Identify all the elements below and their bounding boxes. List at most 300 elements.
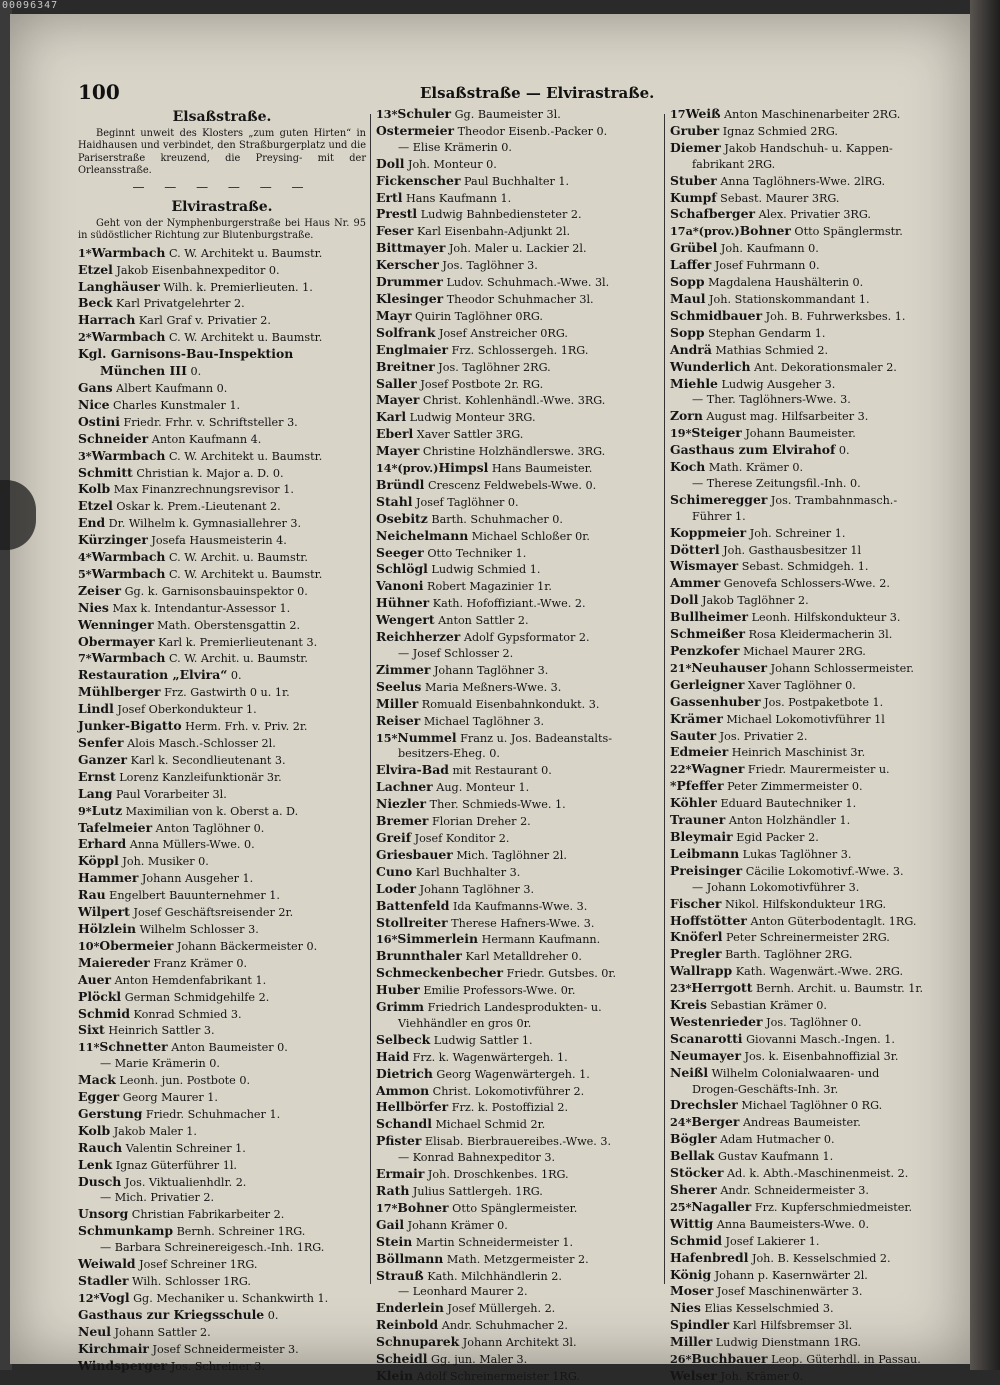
directory-entry xyxy=(376,477,664,494)
entry-list-col3 xyxy=(670,106,968,1385)
directory-entry xyxy=(78,617,366,634)
resident-details: Friedr. Maurermeister u. xyxy=(744,763,890,777)
resident-details: Max k. Intendantur-Assessor 1. xyxy=(108,601,291,615)
resident-details: Johann Taglöhner 3. xyxy=(430,663,549,677)
directory-entry xyxy=(376,1183,664,1200)
resident-name: Köppl xyxy=(78,853,119,869)
resident-details: 0. xyxy=(227,669,242,683)
directory-entry xyxy=(376,965,664,982)
resident-name: Gasthaus zur Kriegsschule xyxy=(78,1306,265,1322)
resident-details: Joh. Gasthausbesitzer 1l xyxy=(719,543,862,557)
resident-details: Georg Wagenwärtergeh. 1. xyxy=(432,1067,590,1081)
resident-name: Brunnthaler xyxy=(376,948,462,964)
resident-details: Gustav Kaufmann 1. xyxy=(714,1150,834,1164)
directory-entry xyxy=(78,1223,366,1240)
resident-name: Dötterl xyxy=(670,541,720,557)
directory-entry xyxy=(670,846,968,863)
resident-name: Doll xyxy=(376,155,405,171)
house-number: 12* xyxy=(78,1290,100,1305)
directory-entry xyxy=(376,223,664,240)
resident-details: Friedr. Gutsbes. 0r. xyxy=(503,967,617,981)
directory-entry xyxy=(78,1206,366,1223)
house-number: 13* xyxy=(376,107,398,121)
scan-id: 00096347 xyxy=(2,0,59,11)
resident-details: Hermann Kaufmann. xyxy=(478,933,601,947)
resident-details: Anna Taglöhners-Wwe. 2lRG. xyxy=(716,174,886,188)
resident-details: Josef Anstreicher 0RG. xyxy=(435,326,568,340)
resident-name: Grübel xyxy=(670,240,718,256)
resident-details: Romuald Eisenbahnkondukt. 3. xyxy=(418,697,600,711)
resident-name: Schmid xyxy=(670,1232,722,1248)
directory-entry xyxy=(376,612,664,629)
directory-entry xyxy=(78,532,366,549)
resident-name: Gans xyxy=(78,379,113,395)
resident-name: Cuno xyxy=(376,863,413,879)
resident-name: Kürzinger xyxy=(78,532,148,548)
directory-entry xyxy=(78,1307,366,1324)
resident-name: Wenninger xyxy=(78,616,154,632)
resident-name: Vogl xyxy=(99,1289,130,1305)
resident-name: Maiereder xyxy=(78,954,150,970)
directory-entry xyxy=(376,813,664,830)
resident-name: Mayer xyxy=(376,392,420,408)
house-number: 21* xyxy=(670,660,692,675)
directory-entry xyxy=(78,397,366,414)
directory-entry xyxy=(376,1016,664,1032)
resident-details: Math. Krämer 0. xyxy=(705,461,804,475)
resident-name: Köhler xyxy=(670,795,717,811)
directory-entry xyxy=(78,1056,366,1072)
resident-name: Englmaier xyxy=(376,341,449,357)
resident-details: Joh. Stationskommandant 1. xyxy=(705,292,870,306)
resident-name: Wilpert xyxy=(78,904,130,920)
resident-details: Josef Schneidermeister 3. xyxy=(148,1342,299,1356)
column-rule xyxy=(664,114,665,1284)
resident-details: Jakob Maler 1. xyxy=(110,1124,197,1138)
directory-entry xyxy=(376,274,664,291)
directory-entry xyxy=(670,1131,968,1148)
house-number: 23* xyxy=(670,981,692,996)
directory-entry xyxy=(376,511,664,528)
directory-entry xyxy=(78,904,366,921)
resident-name: Koch xyxy=(670,459,706,475)
resident-details: Johann Ausgeher 1. xyxy=(138,872,254,886)
resident-details: Herm. Frh. v. Priv. 2r. xyxy=(181,720,308,734)
directory-entry xyxy=(78,448,366,465)
resident-details: Ther. Schmieds-Wwe. 1. xyxy=(426,798,566,812)
directory-entry xyxy=(78,701,366,718)
resident-name: Schnuparek xyxy=(376,1334,460,1350)
resident-name: Nies xyxy=(670,1300,701,1316)
directory-entry xyxy=(78,870,366,887)
column-1 xyxy=(78,106,366,1373)
resident-name: Solfrank xyxy=(376,324,436,340)
resident-details: Stephan Gendarm 1. xyxy=(704,326,826,340)
directory-entry xyxy=(376,796,664,813)
resident-details: Ludov. Schuhmach.-Wwe. 3l. xyxy=(442,276,610,290)
directory-entry xyxy=(78,718,366,735)
resident-details: Paul Vorarbeiter 3l. xyxy=(112,787,227,801)
directory-entry xyxy=(376,359,664,376)
directory-entry xyxy=(78,346,366,363)
resident-details: Christian k. Major a. D. 0. xyxy=(132,466,284,480)
house-number: 7* xyxy=(78,651,92,666)
resident-name: Fischer xyxy=(670,895,722,911)
directory-entry xyxy=(670,1199,968,1216)
resident-details: Michael Maurer 2RG. xyxy=(739,645,866,658)
directory-entry xyxy=(376,779,664,796)
directory-entry xyxy=(376,1284,664,1300)
resident-details: Gg. jun. Maler 3. xyxy=(427,1353,528,1367)
directory-entry xyxy=(670,325,968,342)
directory-entry xyxy=(670,1082,968,1098)
resident-details: Josefa Hausmeisterin 4. xyxy=(147,534,287,548)
directory-entry xyxy=(670,1283,968,1300)
directory-entry xyxy=(376,1251,664,1268)
resident-details: Georg Maurer 1. xyxy=(119,1091,218,1105)
resident-name: Warmbach xyxy=(91,565,166,581)
resident-name: Gassenhuber xyxy=(670,693,761,709)
resident-details: August mag. Hilfsarbeiter 3. xyxy=(702,410,869,424)
resident-details: Ant. Dekorationsmaler 2. xyxy=(750,360,897,374)
directory-entry xyxy=(670,575,968,592)
resident-name: Schnetter xyxy=(99,1039,168,1055)
house-number: 19* xyxy=(670,426,692,441)
resident-name: Wittig xyxy=(670,1215,714,1231)
resident-name: Restauration „Elvira“ xyxy=(78,667,228,683)
resident-name: Haid xyxy=(376,1048,410,1064)
directory-entry xyxy=(670,896,968,913)
resident-details: Karl Metalldreher 0. xyxy=(461,950,582,964)
resident-details: Johann Architekt 3l. xyxy=(459,1336,577,1350)
house-number: 2* xyxy=(78,330,92,345)
resident-name: Senfer xyxy=(78,735,124,750)
directory-entry xyxy=(78,634,366,651)
directory-entry xyxy=(376,713,664,730)
directory-entry xyxy=(78,363,366,380)
street-description-elsass: Beginnt unweit des Klosters „zum guten Hirten“ in Haidhausen und verbindet, den Straßburgerplatz und die Pariserstraße kreuzend, die Preysing- mit der Orleansstraße. xyxy=(78,127,366,177)
resident-name: Stahl xyxy=(376,493,413,509)
resident-name: Nice xyxy=(78,396,110,412)
resident-name: Scanarotti xyxy=(670,1030,743,1046)
resident-name: Reiser xyxy=(376,712,421,728)
directory-entry xyxy=(670,1250,968,1267)
resident-details: Joh. Musiker 0. xyxy=(118,855,209,869)
house-number: 10* xyxy=(78,938,100,953)
resident-details: Michael Schloßer 0r. xyxy=(468,529,590,543)
resident-name: Welser xyxy=(670,1367,717,1383)
directory-entry xyxy=(670,1165,968,1182)
resident-name: Osebitz xyxy=(376,510,428,526)
resident-name: Zimmer xyxy=(376,661,431,677)
resident-name: Maul xyxy=(670,290,706,306)
resident-name: Eberl xyxy=(376,426,414,442)
directory-entry xyxy=(78,836,366,853)
resident-name: Ertl xyxy=(376,189,403,205)
resident-name: Bittmayer xyxy=(376,240,446,256)
resident-details: — Ther. Taglöhners-Wwe. 3. xyxy=(692,393,851,407)
directory-entry xyxy=(376,190,664,207)
resident-details: 0. xyxy=(264,1308,279,1322)
directory-entry xyxy=(670,206,968,223)
resident-details: Joh. B. Kesselschmied 2. xyxy=(748,1251,891,1265)
resident-details: Christine Holzhändlerswe. 3RG. xyxy=(419,445,606,459)
directory-entry xyxy=(78,820,366,837)
resident-details: Josef Konditor 2. xyxy=(411,831,510,845)
resident-details: Josef Maschinenwärter 3. xyxy=(713,1285,863,1299)
directory-entry xyxy=(376,1116,664,1133)
directory-entry xyxy=(376,1066,664,1083)
directory-entry xyxy=(670,173,968,190)
resident-name: Stöcker xyxy=(670,1165,724,1181)
resident-details: Jos. Postpaketbote 1. xyxy=(760,695,884,709)
resident-details: Josef Schreiner 1RG. xyxy=(135,1258,258,1272)
resident-details: Leop. Güterhdl. in Passau. xyxy=(767,1353,921,1367)
resident-name: Rath xyxy=(376,1183,410,1198)
resident-details: Michael Schmid 2r. xyxy=(431,1118,546,1132)
resident-details: Sebast. Schmidgeh. 1. xyxy=(738,560,869,574)
resident-details: Kath. Hofoffiziant.-Wwe. 2. xyxy=(429,597,586,611)
resident-name: Schneider xyxy=(78,430,149,446)
resident-details: Albert Kaufmann 0. xyxy=(112,381,228,395)
directory-entry xyxy=(670,376,968,393)
resident-details: Karl k. Premierlieutenant 3. xyxy=(154,635,318,649)
resident-details: Anton Kaufmann 4. xyxy=(148,432,262,446)
directory-entry xyxy=(376,646,664,662)
resident-details: Michael Taglöhner 3. xyxy=(420,714,545,728)
directory-entry xyxy=(78,1157,366,1174)
resident-name: Ermair xyxy=(376,1166,425,1182)
directory-entry xyxy=(78,1006,366,1023)
resident-details: — Konrad Bahnexpeditor 3. xyxy=(398,1151,556,1165)
resident-details: C. W. Architekt u. Baumstr. xyxy=(165,246,323,260)
resident-details: Jakob Taglöhner 2. xyxy=(698,594,809,608)
directory-entry xyxy=(670,291,968,308)
directory-entry xyxy=(376,291,664,308)
resident-name: Bullheimer xyxy=(670,609,749,625)
directory-entry xyxy=(78,735,366,752)
resident-details: Wilh. k. Premierlieuten. 1. xyxy=(159,280,313,294)
directory-entry xyxy=(670,880,968,896)
directory-entry xyxy=(670,643,968,660)
resident-name: Herrgott xyxy=(691,980,753,996)
resident-details: Joh. Kaufmann 0. xyxy=(717,242,819,256)
resident-details: Josef Geschäftsreisender 2r. xyxy=(129,906,294,920)
directory-entry xyxy=(78,684,366,701)
directory-entry xyxy=(376,1217,664,1234)
resident-name: Kirchmair xyxy=(78,1340,149,1356)
directory-entry xyxy=(78,431,366,448)
resident-details: Eduard Bautechniker 1. xyxy=(716,797,857,811)
resident-details: Johann Sattler 2. xyxy=(110,1325,211,1339)
directory-entry xyxy=(376,342,664,359)
directory-entry xyxy=(670,140,968,157)
resident-details: Wilhelm Schlosser 3. xyxy=(136,922,259,936)
resident-name: Schandl xyxy=(376,1116,432,1132)
directory-entry xyxy=(670,257,968,274)
resident-name: Sopp xyxy=(670,324,705,340)
resident-details: Franz Krämer 0. xyxy=(149,956,248,970)
resident-name: Edmeier xyxy=(670,744,729,760)
resident-name: Rau xyxy=(78,887,106,903)
resident-details: Hans Baumeister. xyxy=(488,462,593,476)
resident-name: Kumpf xyxy=(670,189,717,205)
directory-entry xyxy=(376,1234,664,1251)
directory-entry xyxy=(670,106,968,123)
directory-entry xyxy=(78,380,366,397)
resident-details: Jos. Taglöhner 2RG. xyxy=(434,360,551,374)
resident-name: Diemer xyxy=(670,139,721,155)
directory-entry xyxy=(670,744,968,761)
resident-details: fabrikant 2RG. xyxy=(692,157,776,171)
resident-details: Ludwig Ausgeher 3. xyxy=(717,377,836,391)
directory-entry xyxy=(78,583,366,600)
resident-name: Enderlein xyxy=(376,1300,444,1316)
resident-details: C. W. Architekt u. Baumstr. xyxy=(165,331,323,345)
resident-details: Johann Bäckermeister 0. xyxy=(173,939,318,953)
resident-name: Unsorg xyxy=(78,1206,129,1222)
directory-entry xyxy=(670,997,968,1014)
directory-entry xyxy=(376,140,664,156)
directory-entry xyxy=(78,989,366,1006)
resident-name: Elvira-Bad xyxy=(376,762,449,778)
directory-entry xyxy=(670,1351,968,1368)
resident-details: Karl k. Secondlieutenant 3. xyxy=(127,753,286,767)
directory-entry xyxy=(376,561,664,578)
resident-details: Wilhelm Colonialwaaren- und xyxy=(708,1066,880,1080)
resident-details: Josef Postbote 2r. RG. xyxy=(416,377,544,391)
directory-entry xyxy=(670,1216,968,1233)
resident-name: Hölzlein xyxy=(78,920,137,936)
resident-name: Sixt xyxy=(78,1022,105,1038)
resident-details: Emilie Professors-Wwe. 0r. xyxy=(419,984,576,998)
directory-entry xyxy=(376,257,664,274)
directory-entry xyxy=(376,578,664,595)
directory-entry xyxy=(670,1014,968,1031)
resident-name: Dietrich xyxy=(376,1065,433,1081)
directory-entry xyxy=(78,1190,366,1206)
resident-details: Jos. Privatier 2. xyxy=(716,729,808,743)
resident-name: Feser xyxy=(376,223,414,239)
resident-details: Jos. Trambahnmasch.- xyxy=(767,493,898,507)
resident-name: *Pfeffer xyxy=(670,778,724,794)
resident-name: Spindler xyxy=(670,1317,730,1333)
resident-name: Stein xyxy=(376,1233,413,1249)
resident-details: Frz. k. Postoffizial 2. xyxy=(448,1101,569,1115)
resident-name: Zeiser xyxy=(78,582,122,598)
resident-name: Battenfeld xyxy=(376,897,450,913)
directory-entry xyxy=(670,1317,968,1334)
directory-page xyxy=(10,14,970,1383)
directory-entry xyxy=(78,1358,366,1375)
resident-details: Anton Maschinenarbeiter 2RG. xyxy=(720,108,901,121)
resident-name: Mühlberger xyxy=(78,684,161,700)
resident-details: Math. Oberstensgattin 2. xyxy=(153,618,301,632)
resident-name: Etzel xyxy=(78,261,113,277)
directory-entry xyxy=(670,812,968,829)
resident-name: Strauß xyxy=(376,1267,424,1283)
resident-details: Führer 1. xyxy=(692,509,746,523)
directory-entry xyxy=(78,1039,366,1056)
resident-details: Anton Holzhändler 1. xyxy=(725,814,851,828)
house-number: 26* xyxy=(670,1352,692,1367)
page-number: 100 xyxy=(78,80,120,104)
directory-entry xyxy=(670,1334,968,1351)
resident-details: Heinrich Sattler 3. xyxy=(104,1024,215,1038)
resident-name: Bremer xyxy=(376,813,429,829)
resident-details: C. W. Architekt u. Baumstr. xyxy=(165,449,323,463)
directory-entry xyxy=(376,1351,664,1368)
resident-name: Weiwald xyxy=(78,1256,136,1272)
resident-name: König xyxy=(670,1266,712,1282)
resident-details: — Mich. Privatier 2. xyxy=(100,1191,215,1205)
resident-details: Theodor Eisenb.-Packer 0. xyxy=(454,124,608,138)
resident-name: Prestl xyxy=(376,206,418,222)
resident-details: Anton Hemdenfabrikant 1. xyxy=(111,973,267,987)
resident-details: Dr. Wilhelm k. Gymnasiallehrer 3. xyxy=(105,517,302,531)
resident-details: Lukas Taglöhner 3. xyxy=(739,847,852,861)
directory-entry xyxy=(376,1032,664,1049)
resident-name: Hühner xyxy=(376,595,430,611)
resident-details: Mathias Schmied 2. xyxy=(711,343,829,357)
resident-details: Anton Taglöhner 0. xyxy=(152,821,265,835)
directory-entry xyxy=(78,1140,366,1157)
resident-name: Sauter xyxy=(670,727,717,743)
house-number: 14*(prov.) xyxy=(376,461,439,476)
resident-name: Hellbörfer xyxy=(376,1099,449,1115)
street-title-elvira: Elvirastraße. xyxy=(171,198,273,215)
directory-entry xyxy=(670,123,968,140)
directory-entry xyxy=(376,106,664,123)
directory-entry xyxy=(376,948,664,965)
resident-name: Schmitt xyxy=(78,464,133,480)
directory-entry xyxy=(376,830,664,847)
resident-name: Schafberger xyxy=(670,206,756,222)
directory-entry xyxy=(376,595,664,612)
directory-entry xyxy=(670,1233,968,1250)
resident-name: Warmbach xyxy=(91,447,166,463)
directory-entry xyxy=(670,558,968,575)
directory-entry xyxy=(670,761,968,778)
directory-entry xyxy=(670,190,968,207)
resident-details: Engelbert Bauunternehmer 1. xyxy=(105,889,280,903)
resident-name: Laffer xyxy=(670,257,712,273)
resident-name: Penzkofer xyxy=(670,643,740,658)
directory-entry xyxy=(376,494,664,511)
resident-details: Michael Taglöhner 0 RG. xyxy=(737,1099,883,1113)
directory-entry xyxy=(78,566,366,583)
resident-details: Gg. Baumeister 3l. xyxy=(451,108,561,121)
directory-entry xyxy=(376,1317,664,1334)
resident-name: Weiß xyxy=(685,106,721,121)
resident-details: Andr. Schuhmacher 2. xyxy=(438,1319,568,1333)
resident-name: Niezler xyxy=(376,796,427,812)
resident-details: Josef Lakierer 1. xyxy=(721,1234,820,1248)
directory-entry xyxy=(376,881,664,898)
directory-entry xyxy=(78,1341,366,1358)
directory-entry xyxy=(78,803,366,820)
resident-name: Westenrieder xyxy=(670,1013,763,1029)
directory-entry xyxy=(376,847,664,864)
directory-entry xyxy=(376,1368,664,1385)
directory-entry xyxy=(376,931,664,948)
directory-entry xyxy=(376,426,664,443)
directory-entry xyxy=(78,1089,366,1106)
resident-details: Therese Hafners-Wwe. 3. xyxy=(447,916,595,930)
directory-entry xyxy=(376,308,664,325)
resident-details: Bernh. Archit. u. Baumstr. 1r. xyxy=(752,982,924,996)
resident-details: Sebast. Maurer 3RG. xyxy=(716,191,840,205)
